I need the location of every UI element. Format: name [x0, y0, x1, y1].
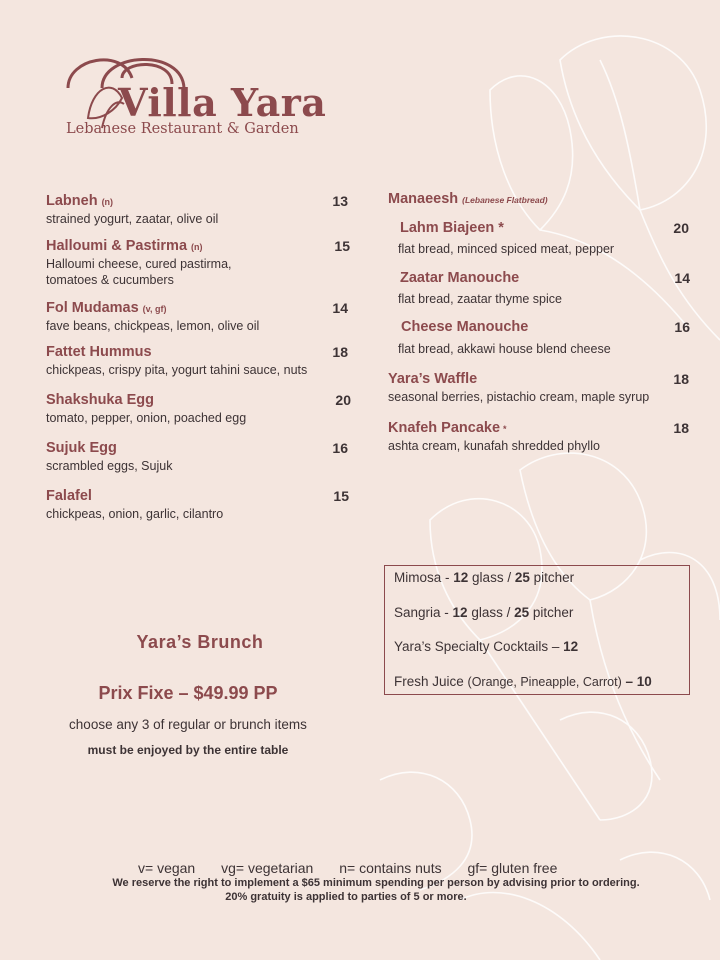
- legend-gluten-free: gf= gluten free: [467, 860, 558, 876]
- brunch-note: must be enjoyed by the entire table: [87, 743, 289, 757]
- section-heading-manaeesh: Manaeesh (Lebanese Flatbread): [388, 191, 548, 207]
- menu-item-price: 16: [674, 319, 690, 335]
- brand-name: Villa Yara: [118, 80, 327, 125]
- menu-item-falafel: Falafel chickpeas, onion, garlic, cilantro: [46, 488, 224, 521]
- menu-item-zaatar-manouche: Zaatar Manouche: [400, 270, 520, 286]
- dietary-legend: [138, 860, 579, 876]
- legend-vegetarian: vg= vegetarian: [221, 860, 314, 876]
- drink-cocktails: Yara’s Specialty Cocktails – 12: [394, 639, 579, 654]
- brunch-title: Yara’s Brunch: [136, 632, 264, 652]
- menu-item-sujuk-egg: Sujuk Egg scrambled eggs, Sujuk: [46, 440, 173, 473]
- brunch-rule: choose any 3 of regular or brunch items: [69, 717, 307, 732]
- menu-item-desc: flat bread, zaatar thyme spice: [398, 292, 562, 306]
- menu-item-fol-mudamas: Fol Mudamas (v, gf) fave beans, chickpeas, lemon, olive oil: [46, 300, 260, 333]
- prix-fixe: Prix Fixe – $49.99 PP: [98, 683, 278, 703]
- menu-item-price: 18: [673, 371, 689, 387]
- menu-item-shakshuka-egg: Shakshuka Egg tomato, pepper, onion, poached egg: [46, 392, 247, 425]
- menu-item-price: 18: [332, 344, 348, 360]
- menu-item-price: 14: [332, 300, 348, 316]
- menu-item-desc: flat bread, minced spiced meat, pepper: [398, 242, 615, 256]
- drink-fresh-juice: Fresh Juice (Orange, Pineapple, Carrot) – 10: [394, 674, 652, 689]
- gratuity-note: 20% gratuity is applied to parties of 5 or more.: [225, 891, 467, 903]
- menu-item-price: 16: [332, 440, 348, 456]
- minimum-spending-note: We reserve the right to implement a $65 minimum spending per person by advising prior to ordering.: [112, 877, 640, 889]
- drink-mimosa: Mimosa - 12 glass / 25 pitcher: [394, 570, 575, 585]
- menu-item-lahm-biajeen: Lahm Biajeen *: [400, 220, 504, 236]
- drinks-box: [384, 565, 690, 695]
- legend-nuts: n= contains nuts: [339, 860, 442, 876]
- menu-item-price: 13: [332, 193, 348, 209]
- menu-item-labneh: Labneh (n) strained yogurt, zaatar, olive oil: [46, 193, 219, 226]
- menu-item-price: 20: [335, 392, 351, 408]
- menu-item-yaras-waffle: Yara’s Waffle seasonal berries, pistachio cream, maple syrup: [388, 371, 650, 404]
- menu-item-price: 20: [673, 220, 689, 236]
- menu-item-fattet-hummus: Fattet Hummus chickpeas, crispy pita, yogurt tahini sauce, nuts: [46, 344, 308, 377]
- menu-item-price: 15: [333, 488, 349, 504]
- brand-subtitle: Lebanese Restaurant & Garden: [66, 121, 299, 137]
- legend-vegan: v= vegan: [138, 860, 196, 876]
- menu-item-knafeh-pancake: Knafeh Pancake * ashta cream, kunafah shredded phyllo: [388, 420, 600, 453]
- menu-item-halloumi: Halloumi & Pastirma (n) Halloumi cheese, cured pastirma, tomatoes & cucumbers: [46, 238, 232, 287]
- menu-item-cheese-manouche: Cheese Manouche: [401, 319, 529, 335]
- drink-sangria: Sangria - 12 glass / 25 pitcher: [394, 605, 574, 620]
- menu-item-price: 15: [334, 238, 350, 254]
- menu-item-price: 18: [673, 420, 689, 436]
- menu-item-price: 14: [674, 270, 690, 286]
- menu-item-desc: flat bread, akkawi house blend cheese: [398, 342, 611, 356]
